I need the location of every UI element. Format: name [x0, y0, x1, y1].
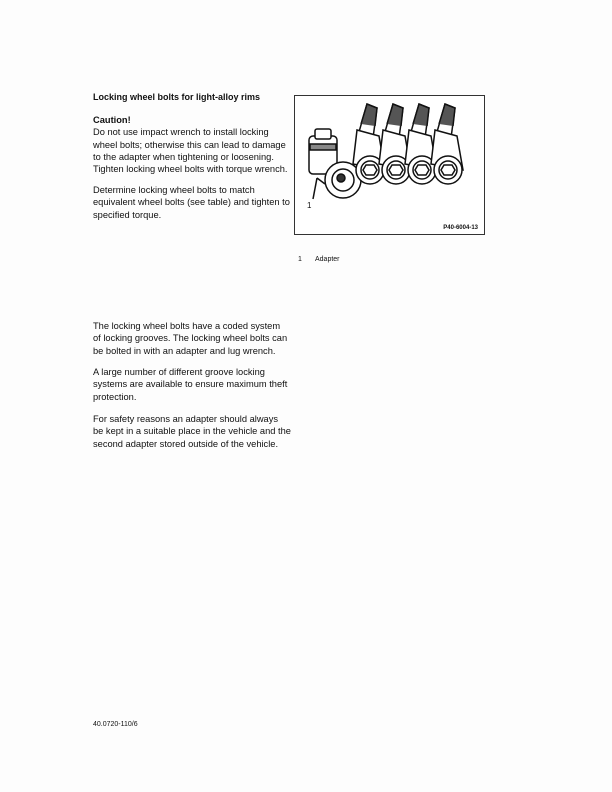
caption-label: Adapter — [315, 256, 340, 263]
text-line: be bolted in with an adapter and lug wrench. — [93, 345, 276, 356]
section-heading: Locking wheel bolts for light-alloy rims — [93, 92, 261, 102]
bolt-drawings — [353, 104, 463, 184]
bolt-icon — [405, 104, 437, 184]
text-line: to the adapter when tightening or loosening. — [93, 151, 274, 162]
text-line: For safety reasons an adapter should always — [93, 414, 279, 424]
document-number: 40.0720-110/6 — [93, 721, 138, 728]
bolts-illustration — [295, 96, 484, 234]
text-line: A large number of different groove locking — [93, 367, 265, 377]
text-line: systems are available to ensure maximum theft — [93, 379, 288, 390]
paragraph-torque — [93, 184, 290, 221]
bolt-icon — [353, 104, 385, 184]
text-line: Determine locking wheel bolts to match — [93, 185, 255, 195]
figure-callout: 1 — [307, 201, 312, 210]
text-line: The locking wheel bolts have a coded system — [93, 321, 281, 331]
text-line: of locking grooves. The locking wheel bolts can — [93, 333, 288, 344]
text-line: protection. — [93, 391, 137, 402]
caution-block — [93, 114, 287, 175]
bolt-icon — [431, 104, 463, 184]
bolt-icon — [379, 104, 411, 184]
caution-title: Caution! — [93, 115, 131, 125]
text-line: specified torque. — [93, 209, 162, 220]
text-line: equivalent wheel bolts (see table) and tighten to — [93, 197, 290, 208]
bolts-figure — [294, 95, 485, 235]
text-line: Do not use impact wrench to install locking — [93, 127, 269, 138]
paragraph-systems — [93, 366, 287, 403]
text-line: Tighten locking wheel bolts with torque wrench. — [93, 164, 288, 175]
paragraph-coded — [93, 320, 287, 357]
paragraph-safety — [93, 413, 291, 450]
figure-code: P40-6004-13 — [443, 225, 478, 231]
text-line: wheel bolts; otherwise this can lead to damage — [93, 139, 286, 150]
text-line: second adapter stored outside of the vehicle. — [93, 438, 279, 449]
caption-number: 1 — [298, 256, 302, 263]
text-line: be kept in a suitable place in the vehicle and the — [93, 426, 291, 437]
